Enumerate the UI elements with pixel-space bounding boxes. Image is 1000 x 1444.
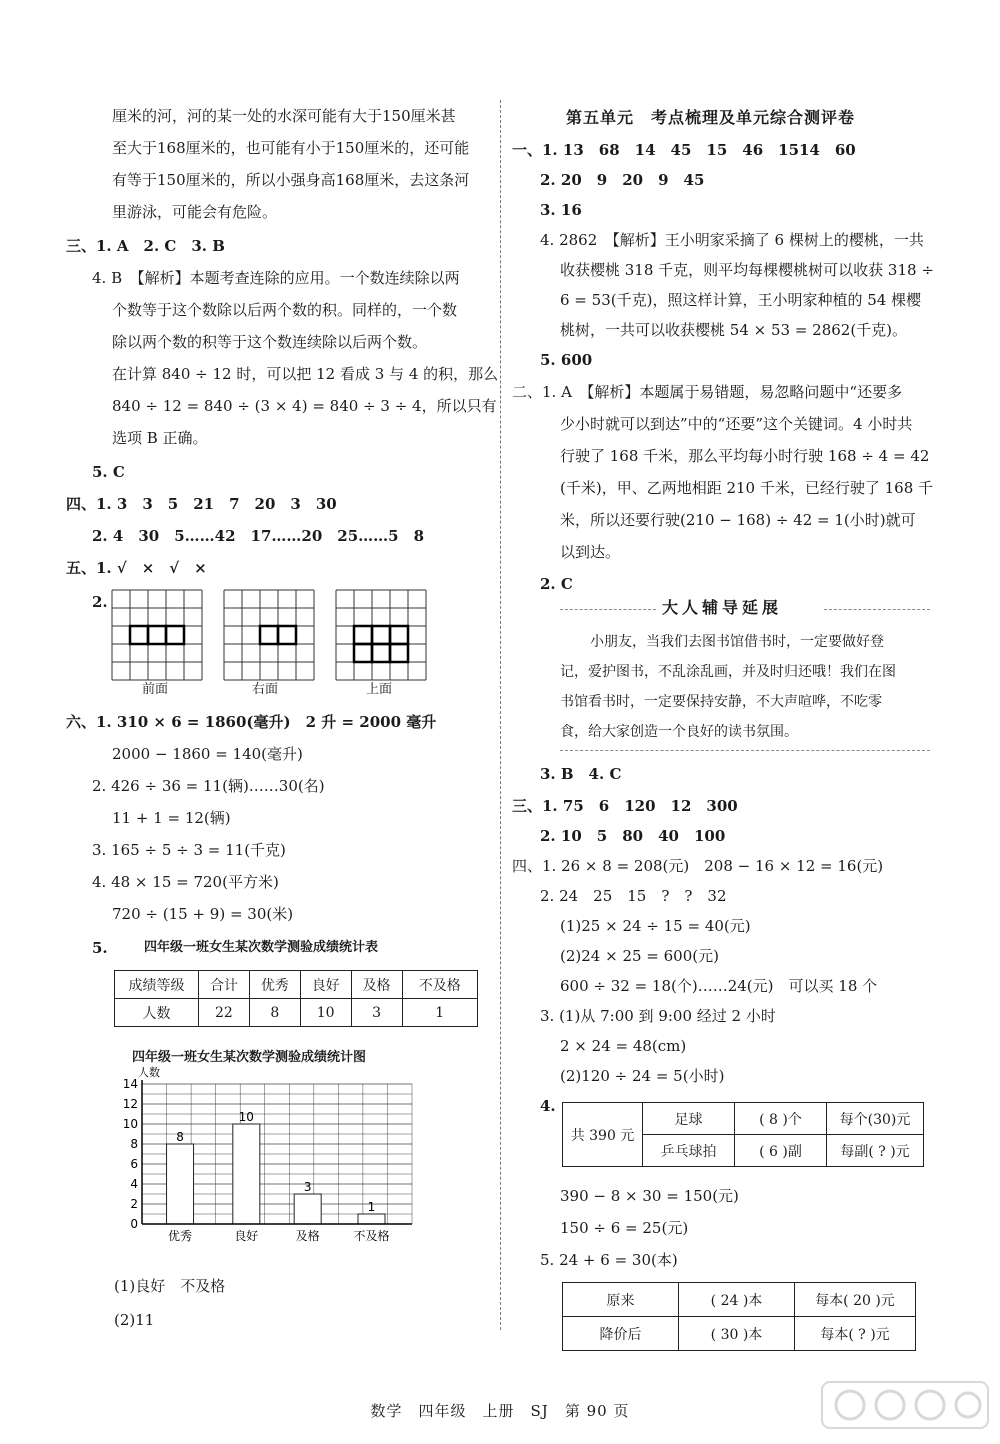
text-line: 2. C — [540, 575, 573, 593]
text-line: 2. 24 25 15 ? ? 32 — [540, 887, 727, 905]
y-tick-label: 8 — [130, 1137, 138, 1151]
grid-label-right: 右面 — [252, 682, 279, 697]
text-line: 以到达。 — [560, 543, 621, 561]
text-line: 个数等于这个数除以后两个数的积。同样的，一个数 — [112, 301, 458, 319]
text-line: 桃树，一共可以收获樱桃 54 × 53 = 2862(千克)。 — [560, 321, 908, 339]
table-row — [563, 1317, 916, 1351]
text-line: 2 × 24 = 48(cm) — [560, 1037, 687, 1055]
text-line: 里游泳，可能会有危险。 — [112, 203, 278, 221]
table-row — [115, 999, 478, 1027]
text-line: 4. 2862 【解析】王小明家采摘了 6 棵树上的樱桃，一共 — [540, 231, 924, 249]
table-cell: 每本( 20 )元 — [795, 1283, 916, 1317]
grid-right — [224, 590, 314, 680]
answer-line: (2)11 — [114, 1311, 155, 1329]
unit-title: 第五单元 考点梳理及单元综合测评卷 — [566, 108, 856, 127]
table-cell: ( 30 )本 — [679, 1317, 795, 1351]
data-label: 3 — [303, 1180, 312, 1194]
text-line: 4. 48 × 15 = 720(平方米) — [92, 873, 279, 891]
text-line: 5. C — [92, 463, 125, 481]
table-cell: 8 — [249, 999, 300, 1027]
grid-square — [354, 644, 372, 662]
table-cell: 每副( ? )元 — [827, 1135, 924, 1167]
table-title: 四年级一班女生某次数学测验成绩统计表 — [144, 940, 379, 955]
text-line: 840 ÷ 12 = 840 ÷ (3 × 4) = 840 ÷ 3 ÷ 4，所以只有 — [112, 397, 497, 415]
bar — [358, 1214, 385, 1224]
table-cell: 降价后 — [563, 1317, 679, 1351]
y-tick-label: 0 — [130, 1217, 138, 1231]
text-line: 2000 − 1860 = 140(毫升) — [112, 745, 303, 763]
table-cell: ( 6 )副 — [735, 1135, 827, 1167]
table-cell: 10 — [300, 999, 351, 1027]
box-title: 大人辅导延展 — [662, 598, 783, 617]
box-line: 小朋友，当我们去图书馆借书时，一定要做好登 — [590, 634, 884, 650]
text-line: 至大于168厘米的，也可能有小于150厘米的，还可能 — [112, 139, 470, 157]
table-cell: 3 — [351, 999, 402, 1027]
text-line: 2. 20 9 20 9 45 — [540, 171, 705, 189]
column-divider — [500, 100, 501, 1330]
table-cell: 每本( ? )元 — [795, 1317, 916, 1351]
table-row — [563, 1283, 916, 1317]
table-cell: 不及格 — [402, 971, 478, 999]
text-line: 390 − 8 × 30 = 150(元) — [560, 1187, 739, 1205]
box-rule-bottom — [560, 750, 930, 751]
text-line: 4. B 【解析】本题考查连除的应用。一个数连续除以两 — [92, 269, 460, 287]
purchase-table — [562, 1102, 924, 1167]
table-cell: 人数 — [115, 999, 199, 1027]
table-cell: 1 — [402, 999, 478, 1027]
grid-label-front: 前面 — [142, 682, 169, 697]
table-cell: 22 — [199, 999, 250, 1027]
page-footer: 数学 四年级 上册 SJ 第 90 页 — [370, 1402, 630, 1420]
text-line: 除以两个数的积等于这个数连续除以后两个数。 — [112, 333, 428, 351]
table-cell: 原来 — [563, 1283, 679, 1317]
text-line: 6 = 53(千克)，照这样计算，王小明家种植的 54 棵樱 — [560, 291, 922, 309]
table-cell: 乒乓球拍 — [643, 1135, 735, 1167]
grid-square — [372, 626, 390, 644]
text-line: 少小时就可以到达”中的“还要”这个关键词。4 小时共 — [560, 415, 913, 433]
data-label: 1 — [367, 1200, 376, 1214]
text-line: 2. — [92, 593, 108, 611]
watermark-logo — [820, 1380, 990, 1436]
score-table — [114, 970, 478, 1027]
text-line: 四、1. 26 × 8 = 208(元) 208 − 16 × 12 = 16(元) — [512, 857, 884, 875]
text-line: 150 ÷ 6 = 25(元) — [560, 1219, 689, 1237]
text-line: 收获樱桃 318 千克，则平均每棵樱桃树可以收获 318 ÷ — [560, 261, 934, 279]
grid-square — [372, 644, 390, 662]
watermark-icon — [820, 1380, 990, 1430]
y-tick-label: 14 — [122, 1077, 138, 1091]
bar — [233, 1124, 260, 1224]
bar — [294, 1194, 321, 1224]
box-line: 食，给大家创造一个良好的读书氛围。 — [560, 724, 798, 740]
y-tick-label: 6 — [130, 1157, 138, 1171]
box-rule-right — [824, 609, 930, 610]
text-line: (2)120 ÷ 24 = 5(小时) — [560, 1067, 725, 1085]
text-line: 11 + 1 = 12(辆) — [112, 809, 231, 827]
box-line: 记，爱护图书，不乱涂乱画，并及时归还哦！我们在图 — [560, 664, 896, 680]
grid-square — [390, 626, 408, 644]
text-line: 3. B 4. C — [540, 765, 622, 783]
y-tick-label: 2 — [130, 1197, 138, 1211]
text-line: 720 ÷ (15 + 9) = 30(米) — [112, 905, 294, 923]
grid-square — [260, 626, 278, 644]
book-table — [562, 1282, 916, 1351]
grid-square — [278, 626, 296, 644]
text-line: 5. 600 — [540, 351, 593, 369]
y-axis-label: 人数 — [138, 1066, 160, 1079]
table-cell: 及格 — [351, 971, 402, 999]
text-line: (千米)，甲、乙两地相距 210 千米，已经行驶了 168 千 — [560, 479, 934, 497]
text-line: (2)24 × 25 = 600(元) — [560, 947, 719, 965]
grid-top — [336, 590, 426, 680]
text-line: 在计算 840 ÷ 12 时，可以把 12 看成 3 与 4 的积，那么 — [112, 365, 499, 383]
grid-square — [390, 644, 408, 662]
x-tick-label: 良好 — [234, 1229, 259, 1243]
text-line: 厘米的河，河的某一处的水深可能有大于150厘米甚 — [112, 107, 456, 125]
table-row — [115, 971, 478, 999]
answer-line: (1)良好 不及格 — [114, 1277, 226, 1295]
x-tick-label: 不及格 — [353, 1229, 390, 1243]
table-cell: 成绩等级 — [115, 971, 199, 999]
table-cell: ( 8 )个 — [735, 1103, 827, 1135]
grid-square — [148, 626, 166, 644]
text-line: 3. 165 ÷ 5 ÷ 3 = 11(千克) — [92, 841, 286, 859]
text-line: 4. — [540, 1097, 556, 1115]
text-line: 3. 16 — [540, 201, 582, 219]
y-tick-label: 4 — [130, 1177, 138, 1191]
x-tick-label: 优秀 — [168, 1229, 193, 1243]
table-cell: 良好 — [300, 971, 351, 999]
data-label: 10 — [238, 1110, 254, 1124]
text-line: 2. 4 30 5……42 17……20 25……5 8 — [92, 527, 425, 545]
y-tick-label: 12 — [122, 1097, 138, 1111]
box-rule-left — [560, 609, 656, 610]
grid-label-top: 上面 — [366, 682, 393, 697]
y-tick-label: 10 — [122, 1117, 138, 1131]
table-row — [563, 1103, 924, 1135]
bar-chart — [112, 1066, 442, 1264]
table-cell: 足球 — [643, 1103, 735, 1135]
grid-front — [112, 590, 202, 680]
table-cell: 共 390 元 — [563, 1103, 643, 1167]
text-line: 二、1. A 【解析】本题属于易错题，易忽略问题中“还要多 — [512, 383, 903, 401]
table-cell: ( 24 )本 — [679, 1283, 795, 1317]
grid-square — [130, 626, 148, 644]
text-line: (1)25 × 24 ÷ 15 = 40(元) — [560, 917, 751, 935]
text-line: 600 ÷ 32 = 18(个)……24(元) 可以买 18 个 — [560, 977, 878, 995]
text-line: 选项 B 正确。 — [112, 429, 208, 447]
table-cell: 每个(30)元 — [827, 1103, 924, 1135]
text-line: 3. (1)从 7:00 到 9:00 经过 2 小时 — [540, 1007, 776, 1025]
grid-square — [166, 626, 184, 644]
text-line: 有等于150厘米的，所以小强身高168厘米，去这条河 — [112, 171, 470, 189]
text-line: 一、1. 13 68 14 45 15 46 1514 60 — [512, 141, 856, 159]
text-line: 行驶了 168 千米，那么平均每小时行驶 168 ÷ 4 = 42 — [560, 447, 930, 465]
table-cell: 合计 — [199, 971, 250, 999]
text-line: 三、1. A 2. C 3. B — [66, 237, 225, 255]
text-line: 2. 426 ÷ 36 = 11(辆)……30(名) — [92, 777, 325, 795]
text-line: 5. 24 + 6 = 30(本) — [540, 1251, 678, 1269]
chart-title: 四年级一班女生某次数学测验成绩统计图 — [132, 1050, 367, 1065]
table-cell: 优秀 — [249, 971, 300, 999]
text-line: 2. 10 5 80 40 100 — [540, 827, 726, 845]
text-line: 四、1. 3 3 5 21 7 20 3 30 — [66, 495, 337, 513]
text-line: 5. — [92, 939, 108, 957]
text-line: 五、1. √ × √ × — [66, 559, 207, 577]
text-line: 米，所以还要行驶(210 − 168) ÷ 42 = 1(小时)就可 — [560, 511, 916, 529]
bar — [167, 1144, 194, 1224]
data-label: 8 — [176, 1130, 184, 1144]
text-line: 六、1. 310 × 6 = 1860(毫升) 2 升 = 2000 毫升 — [66, 713, 437, 731]
text-line: 三、1. 75 6 120 12 300 — [512, 797, 738, 815]
box-line: 书馆看书时，一定要保持安静，不大声喧哗，不吃零 — [560, 694, 882, 710]
grid-square — [354, 626, 372, 644]
x-tick-label: 及格 — [295, 1229, 320, 1243]
